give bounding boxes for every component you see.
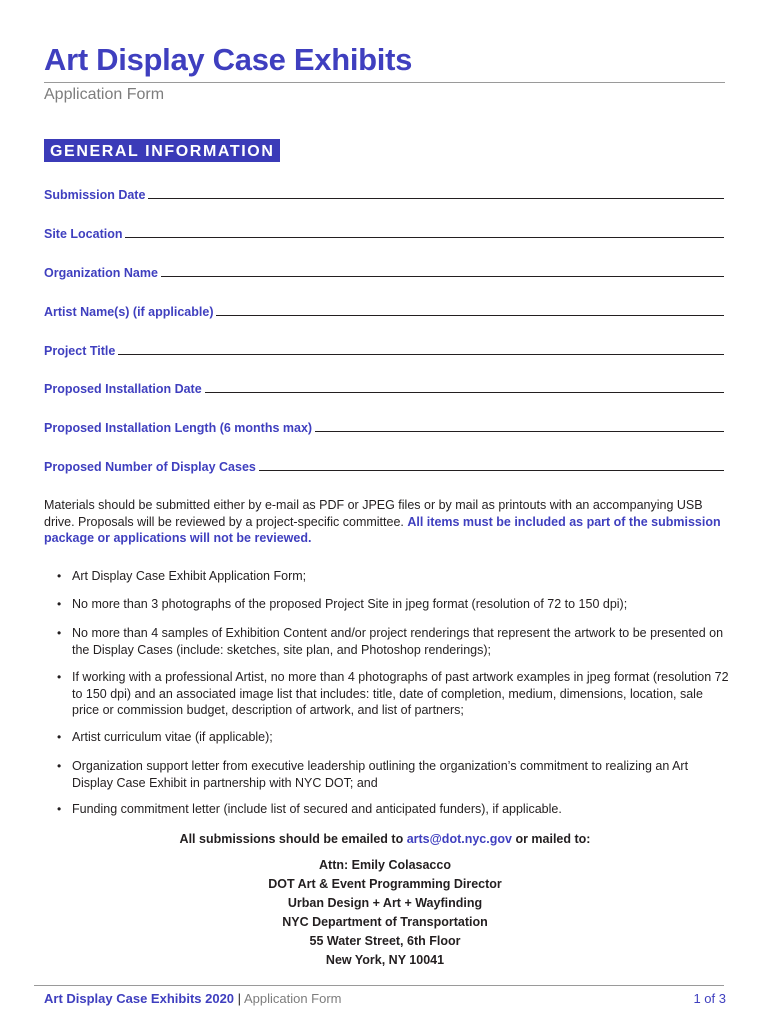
list-item-text: No more than 4 samples of Exhibition Content and/or project renderings that represent the artwork to be presented on the Display Cases (include: sketches, site plan, and Photoshop renderings); bbox=[72, 626, 724, 657]
address-line: New York, NY 10041 bbox=[325, 953, 445, 967]
submission-prefix: All submissions should be emailed to bbox=[179, 832, 404, 846]
submission-instructions bbox=[44, 497, 729, 547]
list-item bbox=[44, 729, 729, 746]
field-proposed-installation-date bbox=[44, 379, 724, 397]
list-item bbox=[44, 758, 729, 791]
submission-instructions-line bbox=[0, 832, 770, 846]
section-heading-general-information: GENERAL INFORMATION bbox=[44, 139, 280, 162]
field-label: Project Title bbox=[44, 344, 116, 358]
page-title: Art Display Case Exhibits bbox=[44, 42, 413, 77]
footer-subtitle: Application Form bbox=[243, 991, 342, 1006]
bullet-icon: • bbox=[57, 626, 62, 640]
bullet-icon: • bbox=[57, 730, 62, 744]
list-item bbox=[44, 625, 729, 658]
submission-suffix: or mailed to: bbox=[515, 832, 591, 846]
field-entry-line[interactable] bbox=[216, 315, 724, 316]
footer-divider bbox=[34, 985, 724, 986]
page-subtitle: Application Form bbox=[44, 86, 165, 103]
address-line: 55 Water Street, 6th Floor bbox=[309, 934, 461, 948]
bullet-icon: • bbox=[57, 569, 62, 583]
field-site-location bbox=[44, 224, 724, 242]
title-divider bbox=[44, 82, 725, 83]
address-line: Attn: Emily Colasacco bbox=[319, 858, 451, 872]
field-label: Site Location bbox=[44, 227, 123, 241]
list-item-text: Artist curriculum vitae (if applicable); bbox=[72, 730, 273, 744]
instructions-text: Materials should be submitted either by e-mail as PDF or JPEG files or by mail as printouts with an accompanying USB drive. Proposals will be reviewed by a project-specific committee. bbox=[44, 498, 703, 529]
field-entry-line[interactable] bbox=[205, 392, 724, 393]
list-item-text: Organization support letter from executive leadership outlining the organization’s commitment to realizing an Art Display Case Exhibit in partnership with NYC DOT; and bbox=[72, 759, 689, 790]
field-label: Proposed Number of Display Cases bbox=[44, 460, 256, 474]
field-organization-name bbox=[44, 263, 724, 281]
list-item-text: No more than 3 photographs of the proposed Project Site in jpeg format (resolution of 72 to 150 dpi); bbox=[72, 597, 628, 611]
footer-title: Art Display Case Exhibits 2020 bbox=[44, 991, 235, 1006]
field-entry-line[interactable] bbox=[161, 276, 724, 277]
field-entry-line[interactable] bbox=[315, 431, 724, 432]
field-entry-line[interactable] bbox=[148, 198, 724, 199]
field-artist-names bbox=[44, 302, 724, 320]
mailing-address bbox=[0, 856, 770, 970]
bullet-icon: • bbox=[57, 802, 62, 816]
field-proposed-number-of-display-cases bbox=[44, 457, 724, 475]
bullet-icon: • bbox=[57, 670, 62, 684]
page-number: 1 of 3 bbox=[693, 991, 726, 1006]
footer-document-title bbox=[44, 991, 342, 1006]
instructions-emphasis: All items must be included as part of the submission package or applications will not be reviewed. bbox=[44, 514, 721, 545]
field-label: Proposed Installation Date bbox=[44, 382, 202, 396]
address-line: NYC Department of Transportation bbox=[282, 915, 488, 929]
list-item bbox=[44, 568, 729, 585]
field-entry-line[interactable] bbox=[259, 470, 724, 471]
list-item-text: If working with a professional Artist, no more than 4 photographs of past artwork examples in jpeg format (resolution 72 to 150 dpi) and an associated image list that includes: title, date of completion, medium, dimensions, location, sale price or commission budget, description of artwork, and list of partners; bbox=[72, 670, 729, 717]
field-label: Organization Name bbox=[44, 266, 158, 280]
field-entry-line[interactable] bbox=[125, 237, 724, 238]
list-item-text: Art Display Case Exhibit Application Form; bbox=[72, 569, 307, 583]
submission-email-link[interactable]: arts@dot.nyc.gov bbox=[406, 832, 512, 846]
list-item bbox=[44, 669, 729, 719]
list-item-text: Funding commitment letter (include list of secured and anticipated funders), if applicable. bbox=[72, 802, 562, 816]
bullet-icon: • bbox=[57, 759, 62, 773]
bullet-icon: • bbox=[57, 597, 62, 611]
field-entry-line[interactable] bbox=[118, 354, 724, 355]
list-item bbox=[44, 596, 729, 613]
field-label: Artist Name(s) (if applicable) bbox=[44, 305, 214, 319]
footer-separator: | bbox=[237, 991, 242, 1006]
address-line: DOT Art & Event Programming Director bbox=[268, 877, 502, 891]
field-proposed-installation-length bbox=[44, 418, 724, 436]
address-line: Urban Design + Art + Wayfinding bbox=[287, 896, 483, 910]
list-item bbox=[44, 801, 729, 818]
field-label: Proposed Installation Length (6 months max) bbox=[44, 421, 313, 435]
field-label: Submission Date bbox=[44, 188, 146, 202]
field-project-title bbox=[44, 341, 724, 359]
field-submission-date bbox=[44, 185, 724, 203]
